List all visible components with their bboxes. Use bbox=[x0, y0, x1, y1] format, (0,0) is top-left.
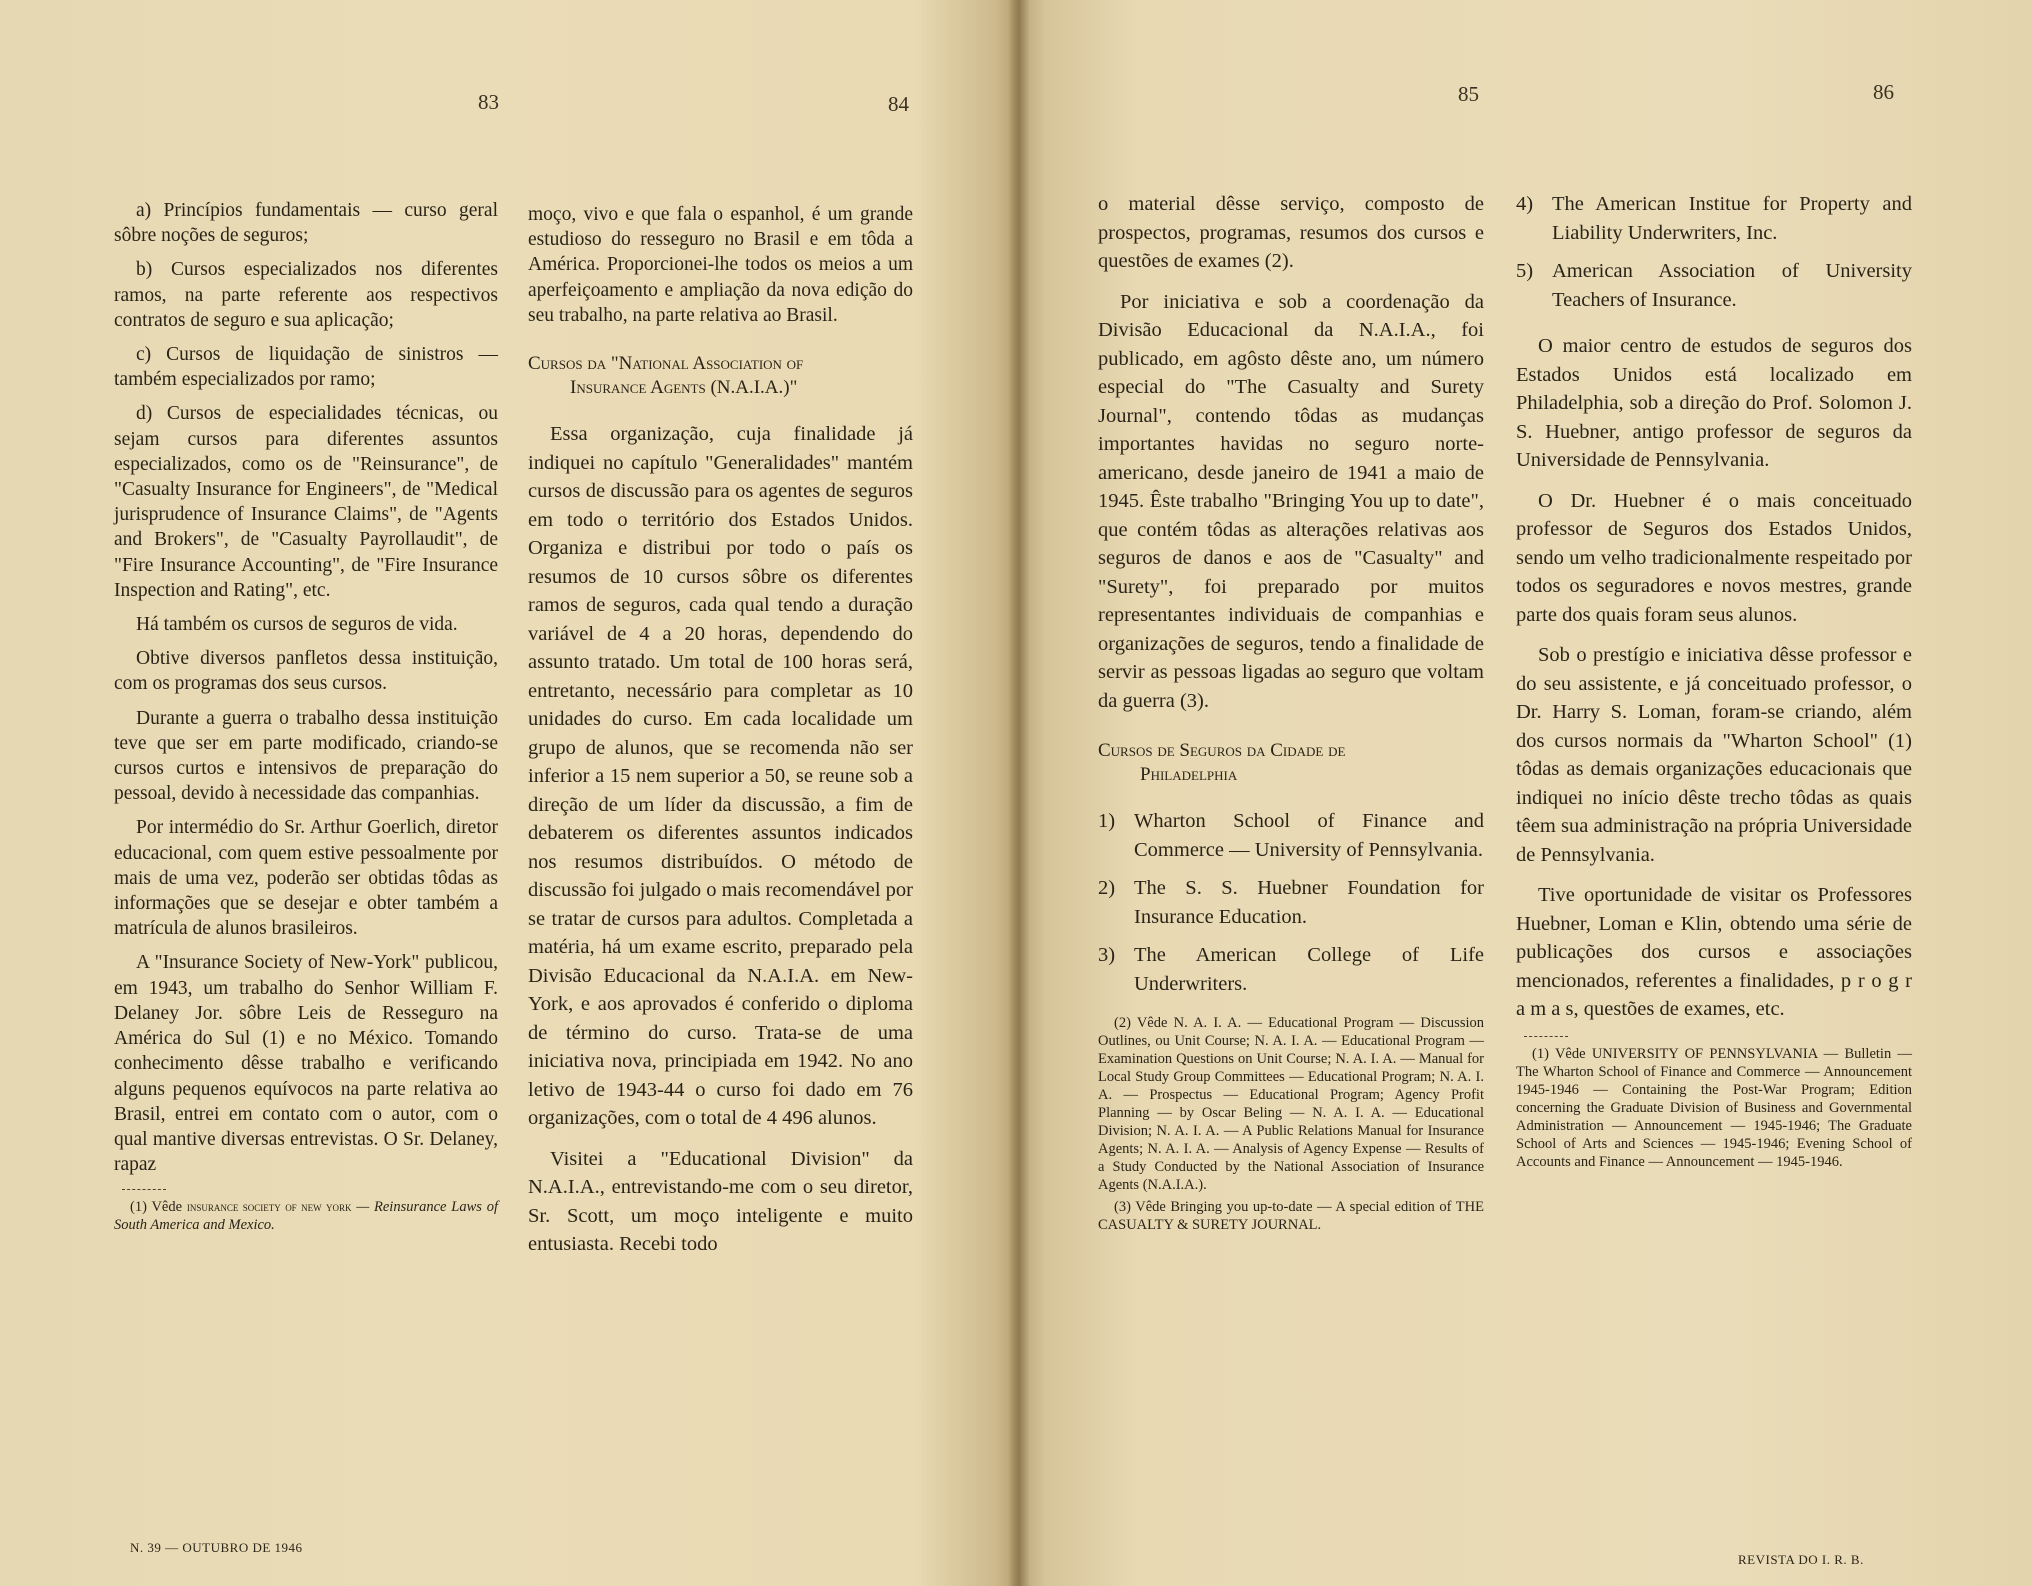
paragraph: Sob o prestígio e iniciativa dêsse professor e do seu assistente, e já conceituado professor, o Dr. Harry S. Loman, foram-se criando, além dos cursos normais da "Wharton School" (1) tôdas as demais organizações educacionais que indiquei no início dêste trecho tôdas as quais têem sua administração na própria Universidade de Pennsylvania. bbox=[1516, 644, 1912, 866]
paragraph: Por iniciativa e sob a coordenação da Divisão Educacional da N.A.I.A., foi publicado, em agôsto dêste ano, um número especial do "The Casualty and Surety Journal", contendo tôdas as mudanças importantes havidas no seguro norte-americano, desde janeiro de 1941 a maio de 1945. Êste trabalho "Bringing You up to date", que contém tôdas as alterações relativas aos seguros de danos e aos de "Casualty" and "Surety", foi preparado por muitos representantes individuais de companhias e organizações de seguros, tendo a finalidade de servir as pessoas ligadas ao seguro que voltam da guerra (3). bbox=[1098, 290, 1484, 712]
footnote-source: insurance society of new york bbox=[186, 1199, 352, 1215]
paragraph: A "Insurance Society of New-York" publicou, em 1943, um trabalho do Senhor William F. Delaney Jor. sôbre Leis de Resseguro na América do Sul (1) e no México. Tomando conhecimento dêsse trabalho e verificando alguns pequenos equívocos na parte relativa ao Brasil, entrei em contato com o autor, com o qual mantive diversas entrevistas. O Sr. Delaney, rapaz bbox=[114, 952, 498, 1176]
footnote-1 bbox=[114, 1198, 498, 1234]
list-item bbox=[1098, 807, 1484, 864]
footnote-ref: (1) Vêde bbox=[130, 1199, 183, 1216]
footer-issue: N. 39 — OUTUBRO DE 1946 bbox=[130, 1540, 303, 1555]
section-heading-philadelphia bbox=[1098, 739, 1484, 787]
heading-line-1: Cursos da "National Association of bbox=[528, 353, 804, 375]
list-item-a: a) Princípios fundamentais — curso geral sôbre noções de seguros; bbox=[114, 200, 498, 247]
footnote-rule bbox=[1524, 1036, 1568, 1037]
section-heading-naia bbox=[528, 352, 913, 400]
list-item bbox=[1098, 941, 1484, 998]
heading-line-2: Philadelphia bbox=[1140, 764, 1238, 785]
column-page-85 bbox=[1098, 190, 1484, 1238]
page-number-84: 84 bbox=[888, 92, 909, 116]
paragraph: O maior centro de estudos de seguros dos Estados Unidos está localizado em Philadelphia, sob a direção do Prof. Solomon J. S. Huebner, antigo professor de seguros da Universidade de Pennsylvania. bbox=[1516, 335, 1912, 471]
list-number: 3) bbox=[1098, 944, 1116, 966]
list-item bbox=[1516, 257, 1912, 314]
list-item-d: d) Cursos de especialidades técnicas, ou sejam cursos para diferentes assuntos especializados, como os de "Reinsurance", de "Casualty Insurance for Engineers", de "Medical jurisprudence of Insurance Claims", de "Agents and Brokers", de "Casualty Payrollaudit", de "Fire Insurance Accounting", de "Fire Insurance Inspection and Rating", etc. bbox=[114, 403, 498, 601]
footnote-rule bbox=[122, 1189, 166, 1190]
paragraph: O Dr. Huebner é o mais conceituado professor de Seguros dos Estados Unidos, sendo um velho tradicionalmente respeitado por todos os seguradores e novos mestres, grande parte dos quais foram seus alunos. bbox=[1516, 489, 1912, 626]
list-number: 2) bbox=[1098, 877, 1116, 899]
footnotes bbox=[1516, 1045, 1912, 1171]
book-gutter bbox=[1008, 0, 1030, 1586]
paragraph: Durante a guerra o trabalho dessa instituição teve que ser em parte modificado, criando-se cursos curtos e intensivos de preparação do pessoal, devido à necessidade das companhias. bbox=[114, 707, 498, 805]
paragraph: Essa organização, cuja finalidade já indiquei no capítulo "Generalidades" mantém cursos de discussão para os agentes de seguros em todo o território dos Estados Unidos. Organiza e distribui por todo o país os resumos de 10 cursos sôbre os diferentes ramos de seguros, cada qual tendo a duração variável de 4 a 20 horas, dependendo do assunto tratado. Um total de 100 horas será, entretanto, necessário para completar as 10 unidades do curso. Em cada localidade um grupo de alunos, que se recomenda não ser inferior a 15 nem superior a 50, se reune sob a direção de um líder da discussão, a fim de debaterem os diferentes assuntos indicados nos resumos distribuídos. O método de discussão foi julgado o mais recomendável por se tratar de cursos para adultos. Completada a matéria, há um exame escrito, preparado pela Divisão Educacional da N.A.I.A. em New-York, e aos aprovados é conferido o diploma de término do curso. Trata-se de uma iniciativa nova, principiada em 1942. No ano letivo de 1943-44 o curso foi dado em 76 organizações, com o total de 4 496 alunos. bbox=[528, 423, 913, 1130]
paragraph: moço, vivo e que fala o espanhol, é um grande estudioso do resseguro no Brasil e em tôda a América. Proporcionei-lhe todos os meios a um aperfeiçoamento e ampliação da nova edição do seu trabalho, na parte relativa ao Brasil. bbox=[528, 204, 913, 326]
list-item-b: b) Cursos especializados nos diferentes ramos, na parte referente aos respectivos contratos de seguro e sua aplicação; bbox=[114, 259, 498, 331]
page-number-83: 83 bbox=[478, 90, 499, 114]
footnote-2: (2) Vêde N. A. I. A. — Educational Program — Discussion Outlines, ou Unit Course; N. A. I. A. — Educational Program — Examination Questions on Unit Course; N. A. I. A. — Manual for Local Study Group Committees — Educational Program; N. A. I. A. — Prospectus — Educational Program; Agency Profit Planning — by Oscar Beling — N. A. I. A. — Educational Division; N. A. I. A. — A Public Relations Manual for Insurance Agents; N. A. I. A. — Analysis of Agency Expense — Results of a Study Conducted by the National Association of Insurance Agents (N.A.I.A.). bbox=[1098, 1015, 1484, 1193]
list-number: 4) bbox=[1516, 193, 1534, 215]
list-item bbox=[1516, 190, 1912, 247]
list-text: The American Institue for Property and Liability Underwriters, Inc. bbox=[1552, 193, 1912, 244]
footer-journal: REVISTA DO I. R. B. bbox=[1738, 1552, 1864, 1567]
paragraph: Tive oportunidade de visitar os Professores Huebner, Loman e Klin, obtendo uma série de publicações dos cursos e associações mencionados, referentes a finalidades, p r o g r a m a s, questões de exames, etc. bbox=[1516, 884, 1912, 1020]
body-block bbox=[528, 420, 913, 1259]
column-page-86 bbox=[1516, 190, 1912, 1175]
footnote-3: (3) Vêde Bringing you up-to-date — A special edition of THE CASUALTY & SURETY JOURNAL. bbox=[1098, 1199, 1484, 1233]
heading-line-2: Insurance Agents (N.A.I.A.)" bbox=[570, 377, 798, 399]
page-number-85: 85 bbox=[1458, 82, 1479, 106]
paragraph: Por intermédio do Sr. Arthur Goerlich, diretor educacional, com quem estive pessoalmente por mais de uma vez, poderão ser obtidas tôdas as informações que se desejar e obter também a matrícula de alunos brasileiros. bbox=[114, 817, 498, 940]
paragraph: Obtive diversos panfletos dessa instituição, com os programas dos seus cursos. bbox=[114, 648, 498, 695]
list-number: 1) bbox=[1098, 810, 1116, 832]
list-number: 5) bbox=[1516, 260, 1534, 282]
paragraph: o material dêsse serviço, composto de prospectos, programas, resumos dos cursos e questões de exames (2). bbox=[1098, 193, 1484, 272]
heading-line-1: Cursos de Seguros da Cidade de bbox=[1098, 740, 1346, 761]
paragraph: Visitei a "Educational Division" da N.A.I.A., entrevistando-me com o seu diretor, Sr. Scott, um moço inteligente e muito entusiasta. Recebi todo bbox=[528, 1147, 913, 1256]
footnotes bbox=[1098, 1014, 1484, 1234]
list-text: American Association of University Teachers of Insurance. bbox=[1552, 260, 1912, 311]
paragraph: Há também os cursos de seguros de vida. bbox=[136, 614, 458, 636]
list-item-c: c) Cursos de liquidação de sinistros — também especializados por ramo; bbox=[114, 344, 498, 391]
list-text: The S. S. Huebner Foundation for Insurance Education. bbox=[1134, 877, 1484, 928]
list-text: Wharton School of Finance and Commerce — University of Pennsylvania. bbox=[1134, 810, 1484, 861]
page-number-86: 86 bbox=[1873, 80, 1894, 104]
list-item bbox=[1098, 874, 1484, 931]
list-text: The American College of Life Underwriters. bbox=[1134, 944, 1484, 995]
footnote-1: (1) Vêde UNIVERSITY OF PENNSYLVANIA — Bulletin — The Wharton School of Finance and Commerce — Announcement 1945-1946 — Containing the Post-War Program; Edition concerning the Graduate Division of Business and Governmental Administration — Announcement — 1945-1946; The Graduate School of Arts and Sciences — 1945-1946; Evening School of Accounts and Finance — Announcement — 1945-1946. bbox=[1516, 1045, 1912, 1170]
footnote-title: — Reinsurance Laws of South America and Mexico. bbox=[114, 1199, 498, 1234]
column-page-84 bbox=[528, 202, 913, 1271]
column-page-83 bbox=[114, 198, 498, 1238]
